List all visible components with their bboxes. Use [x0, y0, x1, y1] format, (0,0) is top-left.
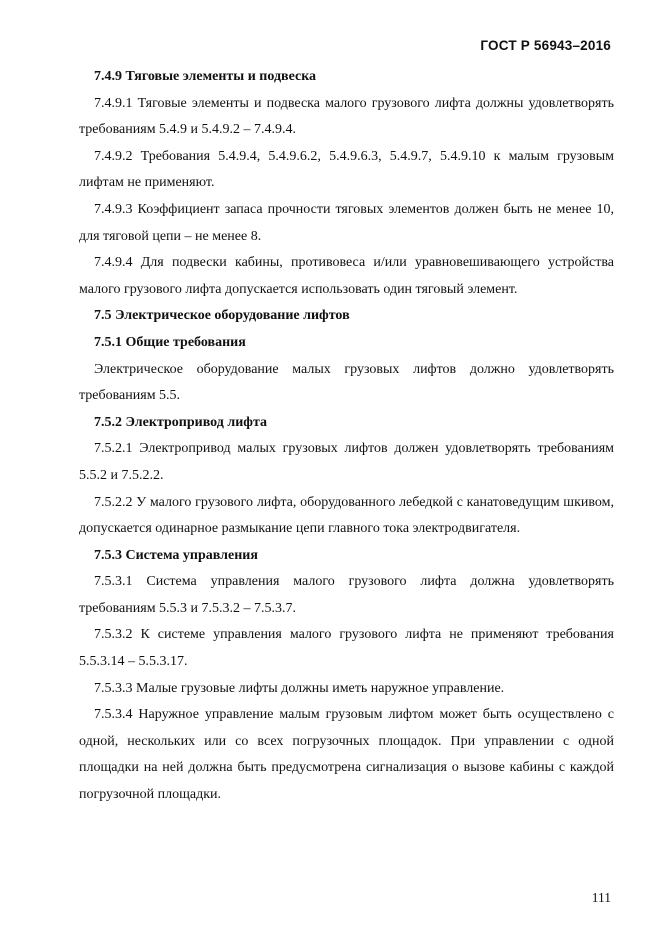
paragraph: 7.4.9.2 Требования 5.4.9.4, 5.4.9.6.2, 5.4.9.6.3, 5.4.9.7, 5.4.9.10 к малым грузовым лифтам не применяют.	[79, 148, 614, 191]
paragraph: 7.5.3.1 Система управления малого грузового лифта должна удовлетворять требованиям 5.5.3 и 7.5.3.2 – 7.5.3.7.	[79, 574, 614, 616]
section-heading: 7.5 Электрическое оборудование лифтов	[94, 308, 350, 324]
paragraph: 7.5.2.2 У малого грузового лифта, оборудованного лебедкой с канатоведущим шкивом, допускается одинарное размыкание цепи главного тока электродвигателя.	[79, 494, 614, 537]
section-heading: 7.4.9 Тяговые элементы и подвеска	[94, 69, 317, 84]
paragraph: Электрическое оборудование малых грузовых лифтов должно удовлетворять требованиям 5.5.	[79, 361, 614, 404]
paragraph: 7.4.9.3 Коэффициент запаса прочности тяговых элементов должен быть не менее 10, для тяговой цепи – не менее 8.	[79, 201, 614, 244]
paragraph: 7.5.3.3 Малые грузовые лифты должны иметь наружное управление.	[94, 680, 505, 696]
section-heading: 7.5.3 Система управления	[94, 547, 258, 563]
section-heading: 7.5.1 Общие требования	[94, 334, 246, 350]
section-heading: 7.5.2 Электропривод лифта	[94, 414, 267, 430]
paragraph: 7.5.3.2 К системе управления малого грузового лифта не применяют требования 5.5.3.14 – 5.5.3.17.	[79, 627, 614, 670]
document-header: ГОСТ Р 56943–2016	[480, 38, 611, 53]
paragraph: 7.4.9.1 Тяговые элементы и подвеска малого грузового лифта должны удовлетворять требованиям 5.4.9 и 5.4.9.2 – 7.4.9.4.	[79, 95, 614, 138]
paragraph: 7.5.2.1 Электропривод малых грузовых лифтов должен удовлетворять требованиям 5.5.2 и 7.5.2.2.	[79, 441, 614, 483]
paragraph: 7.5.3.4 Наружное управление малым грузовым лифтом может быть осуществлено с одной, нескольких или со всех погрузочных площадок. При управлении с одной площадки на ней должна быть предусмотрена сигнализация о вызове кабины с каждой погрузочной площадки.	[79, 707, 614, 803]
paragraph: 7.4.9.4 Для подвески кабины, противовеса и/или уравновешивающего устройства малого грузового лифта допускается использовать один тяговый элемент.	[79, 255, 614, 297]
page-number: 111	[591, 890, 611, 905]
document-body	[79, 64, 614, 809]
